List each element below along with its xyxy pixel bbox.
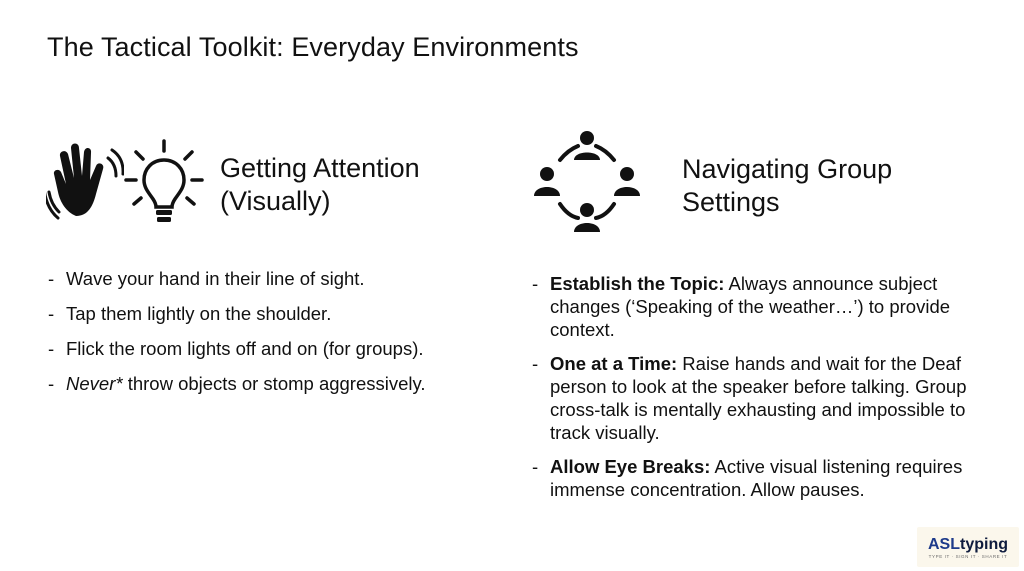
slide-title: The Tactical Toolkit: Everyday Environments — [47, 32, 579, 62]
list-item: - Tap them lightly on the shoulder. — [46, 302, 486, 325]
group-settings-section — [530, 128, 1000, 512]
group-settings-header — [530, 128, 1000, 243]
group-settings-heading: Navigating Group Settings — [682, 153, 893, 217]
list-item: - Flick the room lights off and on (for groups). — [46, 337, 486, 360]
getting-attention-heading: Getting Attention (Visually) — [220, 152, 420, 216]
asltyping-logo — [917, 527, 1019, 567]
group-circle-icon — [530, 128, 642, 243]
list-item: - Establish the Topic: Always announce subject changes (‘Speaking of the weather…’) to provide context. — [530, 272, 1000, 341]
logo-wordmark: ASLtyping — [928, 535, 1008, 553]
waving-hand-icon — [46, 138, 124, 231]
getting-attention-section — [46, 138, 486, 407]
group-settings-list — [530, 272, 1000, 501]
lightbulb-icon — [124, 138, 204, 231]
list-item: - Allow Eye Breaks: Active visual listening requires immense concentration. Allow pauses. — [530, 455, 1000, 501]
logo-tagline: TYPE IT · SIGN IT · SHARE IT — [928, 553, 1008, 559]
list-item: - Never* throw objects or stomp aggressively. — [46, 372, 486, 395]
list-item: - Wave your hand in their line of sight. — [46, 267, 486, 290]
getting-attention-list — [46, 267, 486, 395]
list-item: - One at a Time: Raise hands and wait for the Deaf person to look at the speaker before talking. Group cross-talk is mentally exhausting and impossible to track visually. — [530, 352, 1000, 444]
getting-attention-header — [46, 138, 486, 231]
